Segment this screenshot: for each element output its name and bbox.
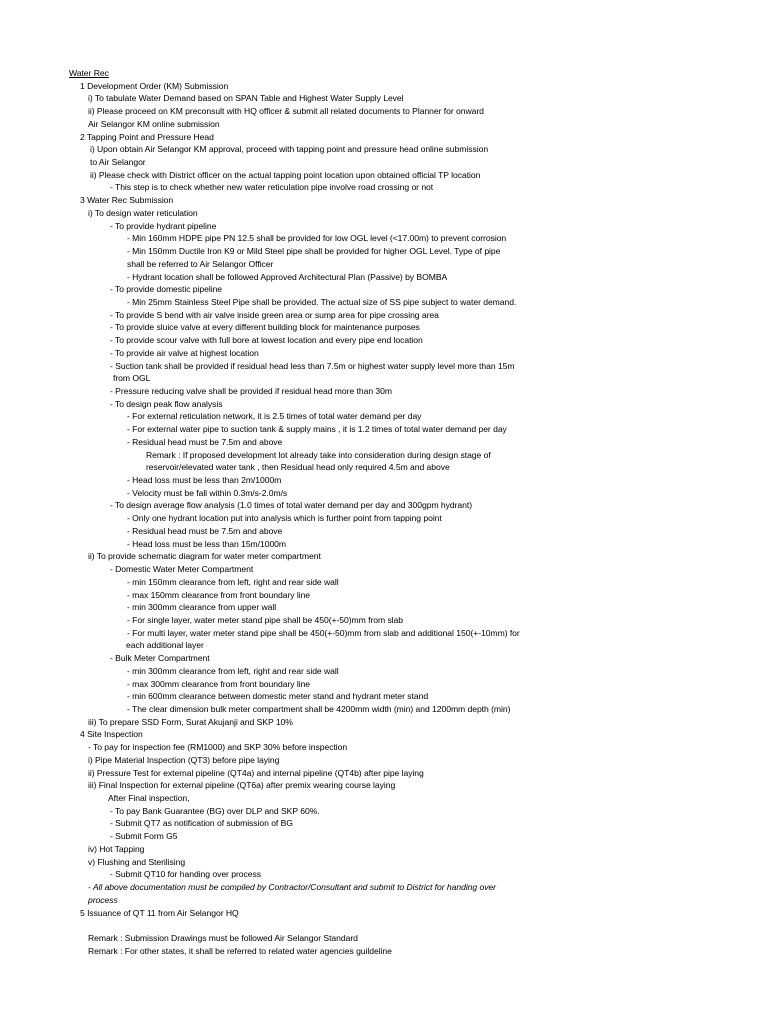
text-line: - min 600mm clearance between domestic meter stand and hydrant meter stand [127, 691, 429, 702]
text-line: - To provide sluice valve at every different building block for maintenance purposes [110, 322, 420, 333]
text-line: Remark : If proposed development lot already take into consideration during design stage of [146, 449, 491, 460]
text-line: - The clear dimension bulk meter compartment shall be 4200mm width (min) and 1200mm depth (min) [127, 704, 511, 714]
text-line: After Final inspection, [108, 793, 190, 804]
text-line: - Submit QT7 as notification of submission of BG [110, 818, 293, 829]
text-line: - Residual head must be 7.5m and above [127, 525, 283, 536]
text-line: ii) Pressure Test for external pipeline (QT4a) and internal pipeline (QT4b) after pipe laying [88, 767, 424, 778]
text-line: 3 Water Rec Submission [80, 195, 174, 206]
text-line: - Submit Form G5 [110, 831, 178, 842]
text-line: - Bulk Meter Compartment [110, 653, 210, 664]
text-line: - For single layer, water meter stand pipe shall be 450(+-50)mm from slab [127, 614, 404, 625]
text-line: - Hydrant location shall be followed Approved Architectural Plan (Passive) by BOMBA [127, 271, 448, 282]
text-line: - This step is to check whether new water reticulation pipe involve road crossing or not [110, 182, 434, 193]
text-line: - min 300mm clearance from left, right and rear side wall [127, 665, 339, 676]
text-line: - To provide scour valve with full bore at lowest location and every pipe end location [110, 335, 423, 346]
text-line: from OGL [113, 373, 151, 384]
text-line: - Submit QT10 for handing over process [110, 869, 261, 880]
text-line: - To design peak flow analysis [110, 398, 223, 409]
text-line: i) Pipe Material Inspection (QT3) before pipe laying [88, 754, 280, 765]
text-line: - To provide air valve at highest location [110, 347, 259, 358]
text-line: - To design average flow analysis (1.0 times of total water demand per day and 300gpm hydrant) [110, 500, 473, 511]
text-line: i) Upon obtain Air Selangor KM approval, proceed with tapping point and pressure head online submission [90, 144, 489, 155]
text-line: 1 Development Order (KM) Submission [80, 80, 229, 91]
text-line: - To provide domestic pipeline [110, 284, 223, 295]
text-line: - Min 25mm Stainless Steel Pipe shall be provided. The actual size of SS pipe subject to water demand. [127, 296, 517, 307]
text-line: i) To design water reticulation [88, 207, 198, 218]
text-line: - To pay Bank Guarantee (BG) over DLP and SKP 60%. [110, 805, 320, 816]
text-line: - min 300mm clearance from upper wall [127, 602, 277, 613]
text-line: process [88, 894, 118, 905]
text-line: iii) To prepare SSD Form, Surat Akujanji and SKP 10% [88, 716, 293, 727]
text-line: ii) Please proceed on KM preconsult with HQ officer & submit all related documents to Planner for onward [88, 106, 484, 117]
text-line: - Suction tank shall be provided if residual head less than 7.5m or highest water supply level more than 15m [110, 360, 515, 371]
text-line: - To provide S bend with air valve inside green area or sump area for pipe crossing area [110, 309, 439, 320]
text-line: to Air Selangor [90, 157, 146, 168]
text-line: - Residual head must be 7.5m and above [127, 436, 283, 447]
text-line: - To provide hydrant pipeline [110, 220, 217, 231]
text-line: shall be referred to Air Selangor Officer [127, 258, 274, 269]
text-line: - Velocity must be fall within 0.3m/s-2.0m/s [127, 487, 288, 498]
text-line: 2 Tapping Point and Pressure Head [80, 131, 214, 142]
text-line: - Min 150mm Ductile Iron K9 or Mild Steel pipe shall be provided for higher OGL Level. Type of pipe [127, 246, 501, 257]
text-line: each additional layer [126, 640, 204, 651]
text-line: - Head loss must be less than 15m/1000m [127, 538, 287, 549]
text-line: v) Flushing and Sterilising [88, 856, 186, 867]
text-line: i) To tabulate Water Demand based on SPAN Table and Highest Water Supply Level [88, 93, 404, 104]
text-line: ii) To provide schematic diagram for water meter compartment [88, 551, 321, 562]
text-line: - Head loss must be less than 2m/1000m [127, 475, 282, 486]
text-line: - max 150mm clearance from front boundary line [127, 589, 311, 600]
text-line: 5 Issuance of QT 11 from Air Selangor HQ [80, 907, 239, 918]
text-line: Remark : For other states, it shall be referred to related water agencies guildeline [88, 945, 392, 956]
text-line: iii) Final Inspection for external pipeline (QT6a) after premix wearing course laying [88, 780, 396, 791]
text-line: - For external reticulation network, it is 2.5 times of total water demand per day [127, 411, 422, 422]
text-line: - min 150mm clearance from left, right and rear side wall [127, 576, 339, 587]
text-line: - max 300mm clearance from front boundary line [127, 678, 311, 689]
text-line: - All above documentation must be compiled by Contractor/Consultant and submit to District for handing over [88, 882, 496, 893]
text-line: 4 Site Inspection [80, 729, 143, 740]
text-line: - Domestic Water Meter Compartment [110, 564, 254, 575]
text-line: - Min 160mm HDPE pipe PN 12.5 shall be provided for low OGL level (<17.00m) to prevent corrosion [127, 233, 507, 244]
document-title: Water Rec [69, 68, 109, 78]
text-line: reservoir/elevated water tank , then Residual head only required 4.5m and above [146, 462, 450, 473]
text-line: Air Selangor KM online submission [88, 118, 220, 129]
text-line: - Only one hydrant location put into analysis which is further point from tapping point [127, 513, 442, 524]
text-line: Remark : Submission Drawings must be followed Air Selangor Standard [88, 932, 358, 943]
text-line: - Pressure reducing valve shall be provided if residual head more than 30m [110, 386, 392, 396]
text-line: - For multi layer, water meter stand pipe shall be 450(+-50)mm from slab and additional 150(+-10mm) for [127, 627, 520, 638]
text-line: iv) Hot Tapping [88, 843, 145, 854]
text-line: ii) Please check with District officer on the actual tapping point location upon obtained official TP location [90, 169, 481, 180]
text-line: - For external water pipe to suction tank & supply mains , it is 1.2 times of total water demand per day [127, 424, 507, 435]
text-line: - To pay for inspection fee (RM1000) and SKP 30% before inspection [88, 742, 348, 753]
